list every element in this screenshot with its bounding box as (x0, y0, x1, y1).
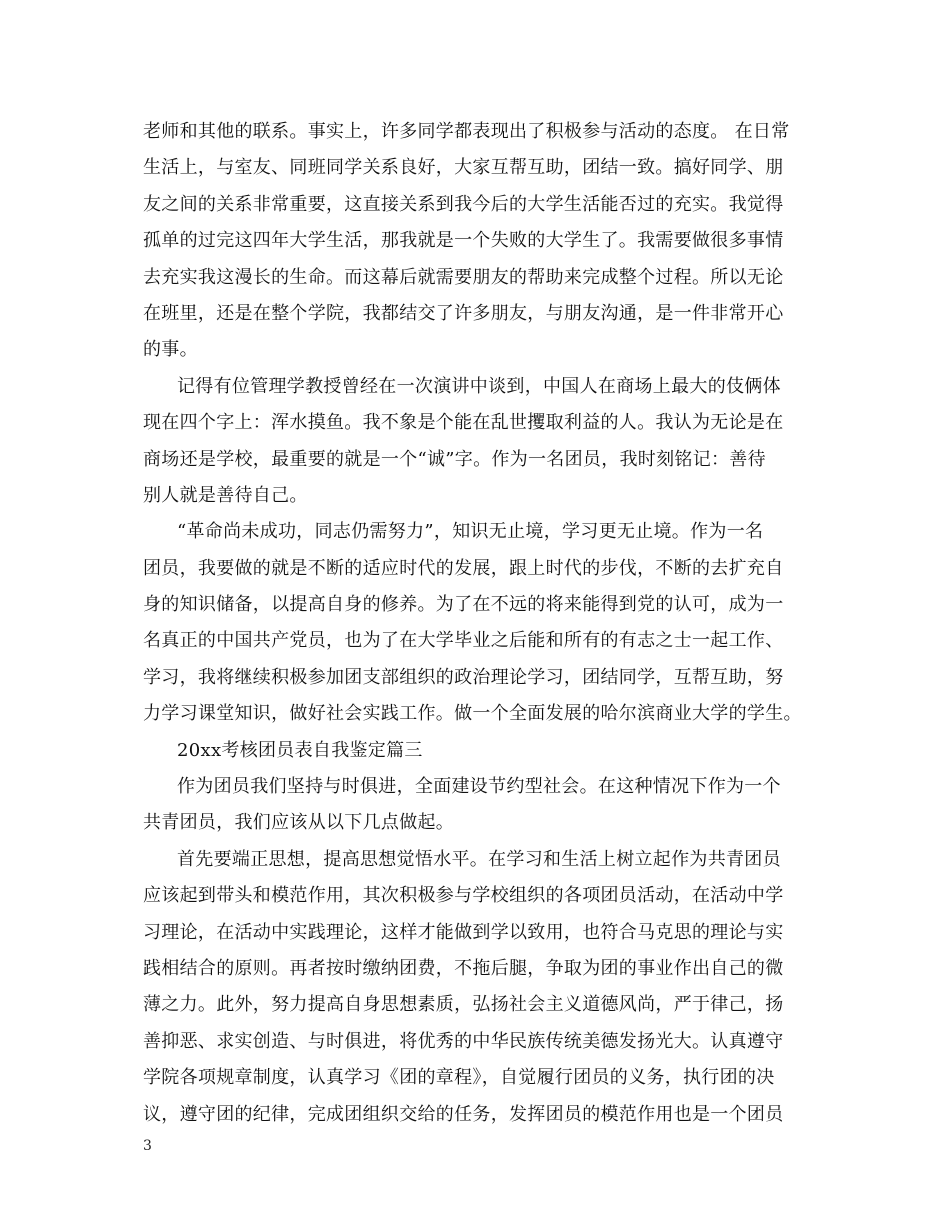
paragraph-first-line: “革命尚未成功，同志仍需努力”，知识无止境，学习更无止境。作为一名 (177, 521, 764, 543)
text-line: 商场还是学校，最重要的就是一个“诚”字。作为一名团员，我时刻铭记：善待 (143, 448, 766, 470)
text-line: 别人就是善待自己。 (143, 484, 308, 506)
text-line: 应该起到带头和模范作用，其次积极参与学校组织的各项团员活动，在活动中学 (143, 885, 784, 907)
text-line: 身的知识储备，以提高自身的修养。为了在不远的将来能得到党的认可，成为一 (143, 594, 784, 616)
text-line: 共青团员，我们应该从以下几点做起。 (143, 812, 455, 834)
paragraph-first-line: 记得有位管理学教授曾经在一次演讲中谈到，中国人在商场上最大的伎俩体 (177, 375, 781, 397)
text-line: 团员，我要做的就是不断的适应时代的发展，跟上时代的步伐，不断的去扩充自 (143, 557, 784, 579)
text-line: 学习，我将继续积极参加团支部组织的政治理论学习，团结同学，互帮互助，努 (143, 666, 784, 688)
text-line: 践相结合的原则。再者按时缴纳团费，不拖后腿，争取为团的事业作出自己的微 (143, 957, 784, 979)
text-line: 孤单的过完这四年大学生活，那我就是一个失败的大学生了。我需要做很多事情 (143, 230, 784, 252)
text-line: 学院各项规章制度，认真学习《团的章程》，自觉履行团员的义务，执行团的决 (143, 1067, 775, 1089)
text-line: 在班里，还是在整个学院，我都结交了许多朋友，与朋友沟通，是一件非常开心 (143, 302, 784, 324)
text-line: 生活上，与室友、同班同学关系良好，大家互帮互助，团结一致。搞好同学、朋 (143, 157, 784, 179)
text-line: 薄之力。此外，努力提高自身思想素质，弘扬社会主义道德风尚，严于律己，扬 (143, 994, 784, 1016)
page-number: 3 (143, 1138, 152, 1154)
text-line: 力学习课堂知识，做好社会实践工作。做一个全面发展的哈尔滨商业大学的学生。 (143, 703, 802, 725)
paragraph-first-line: 作为团员我们坚持与时俱进，全面建设节约型社会。在这种情况下作为一个 (177, 776, 781, 798)
text-line: 去充实我这漫长的生命。而这幕后就需要朋友的帮助来完成整个过程。所以无论 (143, 266, 784, 288)
paragraph-first-line: 首先要端正思想，提高思想觉悟水平。在学习和生活上树立起作为共青团员 (177, 848, 781, 870)
section-heading: 20xx考核团员表自我鉴定篇三 (177, 739, 423, 761)
text-line: 友之间的关系非常重要，这直接关系到我今后的大学生活能否过的充实。我觉得 (143, 193, 784, 215)
text-line: 议，遵守团的纪律，完成团组织交给的任务，发挥团员的模范作用也是一个团员 (143, 1103, 784, 1125)
text-line: 老师和其他的联系。事实上，许多同学都表现出了积极参与活动的态度。 在日常 (143, 121, 790, 142)
body-text (143, 114, 807, 1133)
text-line: 名真正的中国共产党员，也为了在大学毕业之后能和所有的有志之士一起工作、 (143, 630, 784, 652)
text-line: 习理论，在活动中实践理论，这样才能做到学以致用，也符合马克思的理论与实 (143, 921, 784, 943)
text-line: 的事。 (143, 339, 198, 361)
text-line: 现在四个字上：浑水摸鱼。我不象是个能在乱世攫取利益的人。我认为无论是在 (143, 412, 784, 434)
text-line: 善抑恶、求实创造、与时俱进，将优秀的中华民族传统美德发扬光大。认真遵守 (143, 1030, 784, 1052)
